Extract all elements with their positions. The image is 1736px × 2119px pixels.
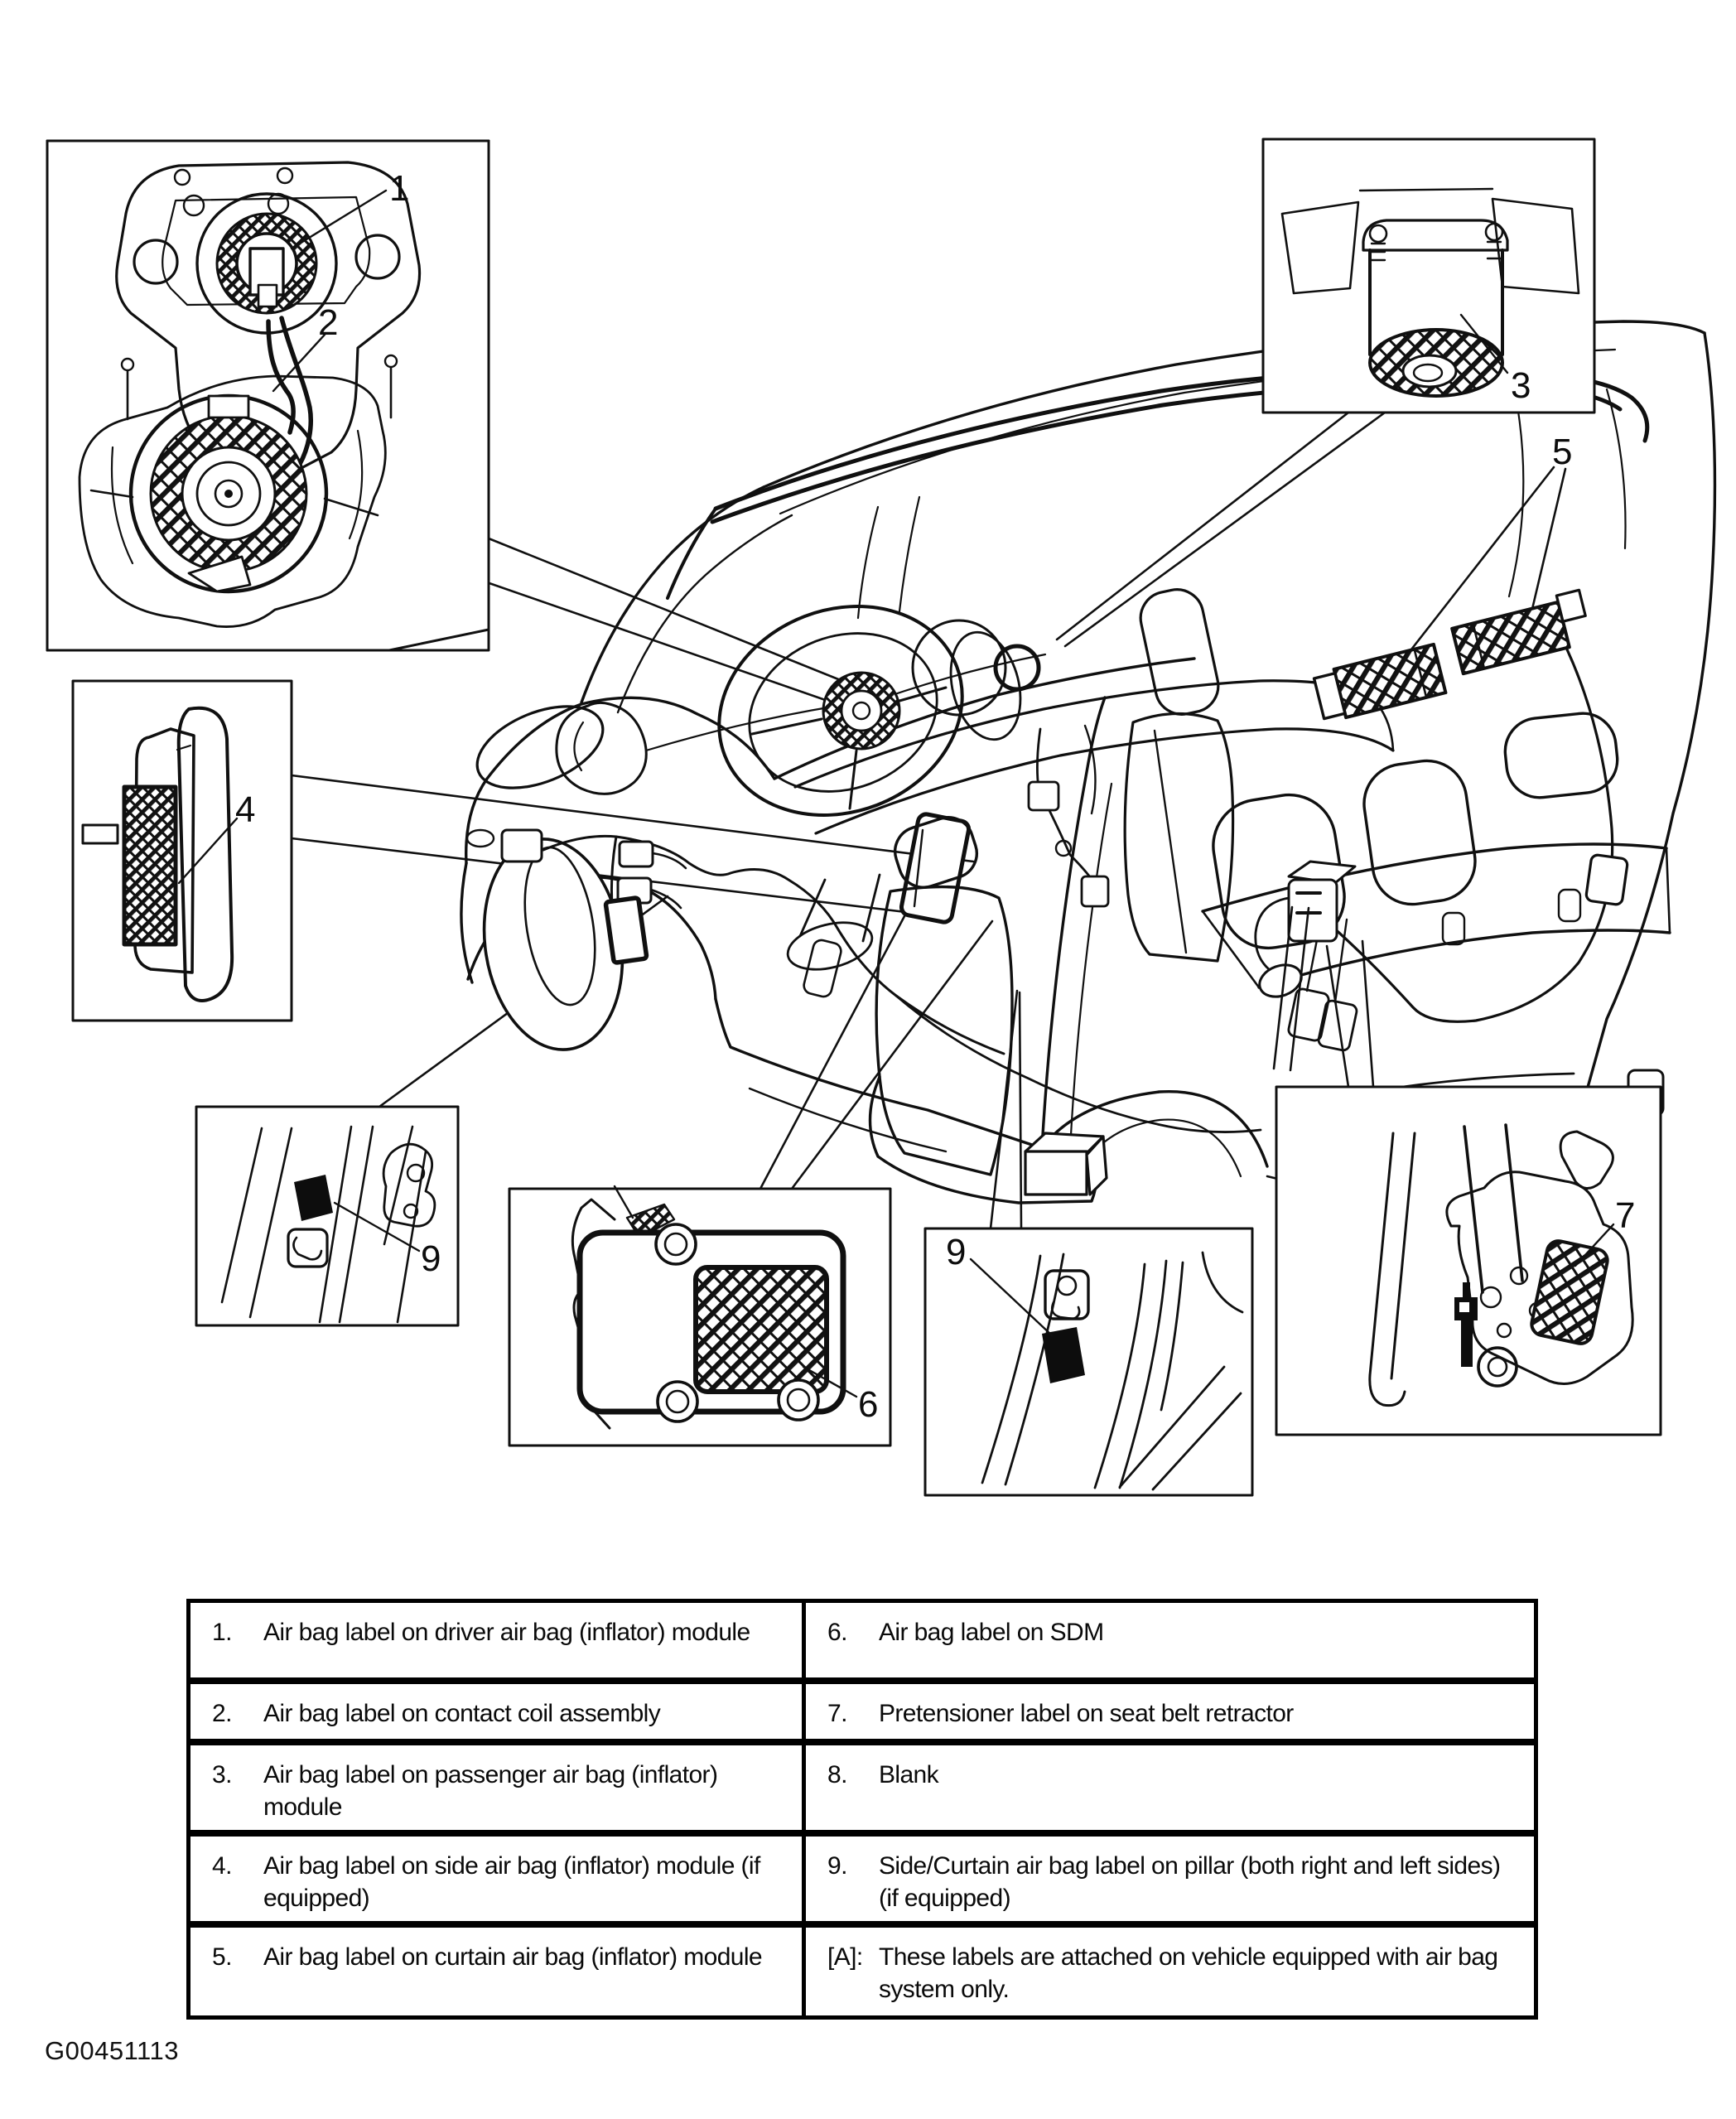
inset-pillar-label-left [196,1107,458,1325]
sdm-location [1025,1133,1107,1195]
legend-item-text: Blank [879,1761,939,1788]
legend-item-text: Air bag label on driver air bag (inflator) module [263,1619,750,1646]
rear-headrest-right [1502,710,1620,800]
legend-row-4 [190,1830,1534,1921]
legend-cell-1 [190,1603,802,1677]
passenger-seat [1125,585,1232,961]
dashboard [646,620,1393,833]
legend-item-text: Air bag label on SDM [879,1619,1104,1646]
legend-item-number: 5. [212,1943,232,1971]
legend-cell-2 [190,1684,802,1739]
callout-7: 7 [1615,1195,1636,1236]
legend-item-text: Air bag label on contact coil assembly [263,1700,661,1727]
leader-sdm-a [760,916,904,1189]
b-pillar-upper-b [899,497,919,611]
legend-cell-4 [190,1837,802,1921]
legend-row-3 [190,1739,1534,1830]
legend-cell-3 [190,1745,802,1830]
connector-floor [1082,876,1108,906]
callout-6: 6 [858,1384,879,1425]
curtain-inflator-rear [1450,590,1592,673]
legend-item-number: [A]: [827,1943,863,1971]
legend-item-number: 8. [827,1761,847,1788]
rear-quarter-line [1607,389,1626,548]
inset-sdm [509,1186,890,1446]
leader-contact-coil [485,582,832,702]
callout-5: 5 [1552,432,1573,472]
connector-quarter [1585,854,1628,905]
wiring-harness [502,649,1663,1132]
sill-inner [750,1088,946,1151]
b-pillar-upper-a [858,507,878,618]
leader-pillar-label-center-b [1020,992,1021,1228]
leader-passenger-module-b [1065,413,1385,646]
inset-driver-and-coil [47,141,489,650]
car-body-outline [461,321,1715,1199]
legend-item-text: Air bag label on passenger air bag (inflator) module [263,1761,718,1821]
legend-item-number: 2. [212,1700,232,1727]
leader-sdm-b [792,921,992,1189]
legend-item-text: Pretensioner label on seat belt retractor [879,1700,1294,1727]
a-pillar-inner [618,515,792,712]
legend-item-number: 9. [827,1852,847,1880]
leader-driver-module [485,537,855,686]
callout-4: 4 [235,789,256,830]
legend-item-text: Side/Curtain air bag label on pillar (both right and left sides) (if equipped) [879,1852,1501,1912]
legend-cell-8 [802,1745,1534,1830]
legend-cell-9 [802,1837,1534,1921]
callout-1: 1 [389,168,410,209]
legend-table [186,1599,1538,2020]
headlight [465,690,615,847]
legend-item-text: Air bag label on curtain air bag (inflator) module [263,1943,763,1971]
connector-dash [1029,782,1058,810]
legend-cell-5 [190,1928,802,2015]
callout-9-center: 9 [946,1232,967,1272]
legend-cell-a [802,1928,1534,2015]
legend-cell-7 [802,1684,1534,1739]
legend-item-number: 3. [212,1761,232,1788]
rear-hatch-edge [1559,333,1714,1191]
inset-pillar-label-center [925,1228,1252,1495]
door-connectors [605,842,686,963]
front-bumper [461,863,472,982]
legend-item-text: These labels are attached on vehicle equipped with air bag system only. [879,1943,1498,2003]
legend-item-number: 7. [827,1700,847,1727]
door-mirror [557,702,646,794]
inset-side-airbag [73,681,292,1021]
legend-item-text: Air bag label on side air bag (inflator) module (if equipped) [263,1852,760,1912]
curtain-inflator-front [1313,644,1445,723]
legend-row-2 [190,1677,1534,1739]
car-cutaway [461,321,1715,1213]
rear-headrest-center [1359,755,1480,910]
legend-item-number: 6. [827,1619,847,1646]
legend-item-number: 4. [212,1852,232,1880]
figure-id: G00451113 [45,2036,179,2065]
callout-9-left: 9 [421,1238,441,1279]
legend-row-5 [190,1921,1534,2015]
inset-retractor [1276,1087,1661,1435]
callout-3: 3 [1511,365,1531,406]
legend-cell-6 [802,1603,1534,1677]
inset-passenger-module [1263,139,1594,413]
legend-row-1 [190,1603,1534,1677]
c-pillar-line [1509,396,1523,596]
legend-item-number: 1. [212,1619,232,1646]
callout-2: 2 [318,302,339,343]
connector-front [502,830,542,862]
